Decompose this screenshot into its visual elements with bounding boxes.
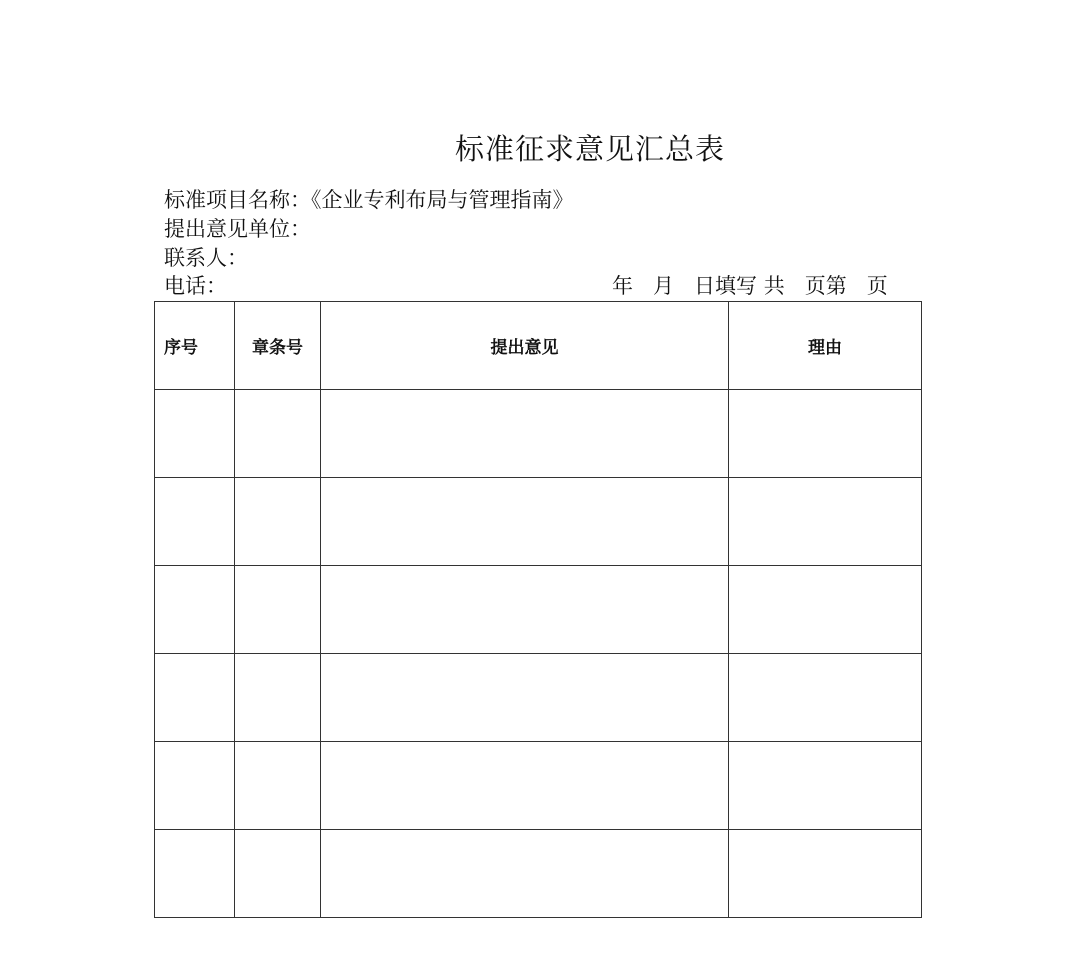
opinion-cell[interactable]	[321, 742, 729, 830]
contact-person-field: 联系人：	[164, 246, 248, 270]
project-name-field: 标准项目名称：《企业专利布局与管理指南》	[164, 188, 574, 212]
reason-cell[interactable]	[729, 390, 922, 478]
clause-cell[interactable]	[235, 830, 321, 918]
table-row	[155, 478, 922, 566]
table-row	[155, 654, 922, 742]
clause-cell[interactable]	[235, 566, 321, 654]
serial-cell[interactable]	[155, 566, 235, 654]
opinion-cell[interactable]	[321, 654, 729, 742]
reason-cell[interactable]	[729, 566, 922, 654]
table-row	[155, 742, 922, 830]
opinion-cell[interactable]	[321, 566, 729, 654]
serial-cell[interactable]	[155, 830, 235, 918]
header-clause-number: 章条号	[235, 302, 321, 390]
serial-cell[interactable]	[155, 390, 235, 478]
serial-cell[interactable]	[155, 654, 235, 742]
fill-date-page-info: 年 月 日填写 共 页第 页	[612, 274, 888, 298]
phone-field: 电话：	[164, 274, 227, 298]
table-row	[155, 830, 922, 918]
table-row	[155, 566, 922, 654]
clause-cell[interactable]	[235, 478, 321, 566]
reason-cell[interactable]	[729, 478, 922, 566]
reason-cell[interactable]	[729, 654, 922, 742]
table-header-row	[155, 302, 922, 390]
header-opinion: 提出意见	[321, 302, 729, 390]
clause-cell[interactable]	[235, 654, 321, 742]
serial-cell[interactable]	[155, 478, 235, 566]
clause-cell[interactable]	[235, 390, 321, 478]
reason-cell[interactable]	[729, 742, 922, 830]
opinion-cell[interactable]	[321, 390, 729, 478]
clause-cell[interactable]	[235, 742, 321, 830]
submitting-unit-field: 提出意见单位：	[164, 217, 311, 241]
opinion-cell[interactable]	[321, 830, 729, 918]
reason-cell[interactable]	[729, 830, 922, 918]
header-serial-number: 序号	[155, 302, 235, 390]
page-title: 标准征求意见汇总表	[454, 132, 725, 166]
header-reason: 理由	[729, 302, 922, 390]
opinion-cell[interactable]	[321, 478, 729, 566]
opinion-summary-table	[154, 301, 922, 918]
table-row	[155, 390, 922, 478]
serial-cell[interactable]	[155, 742, 235, 830]
